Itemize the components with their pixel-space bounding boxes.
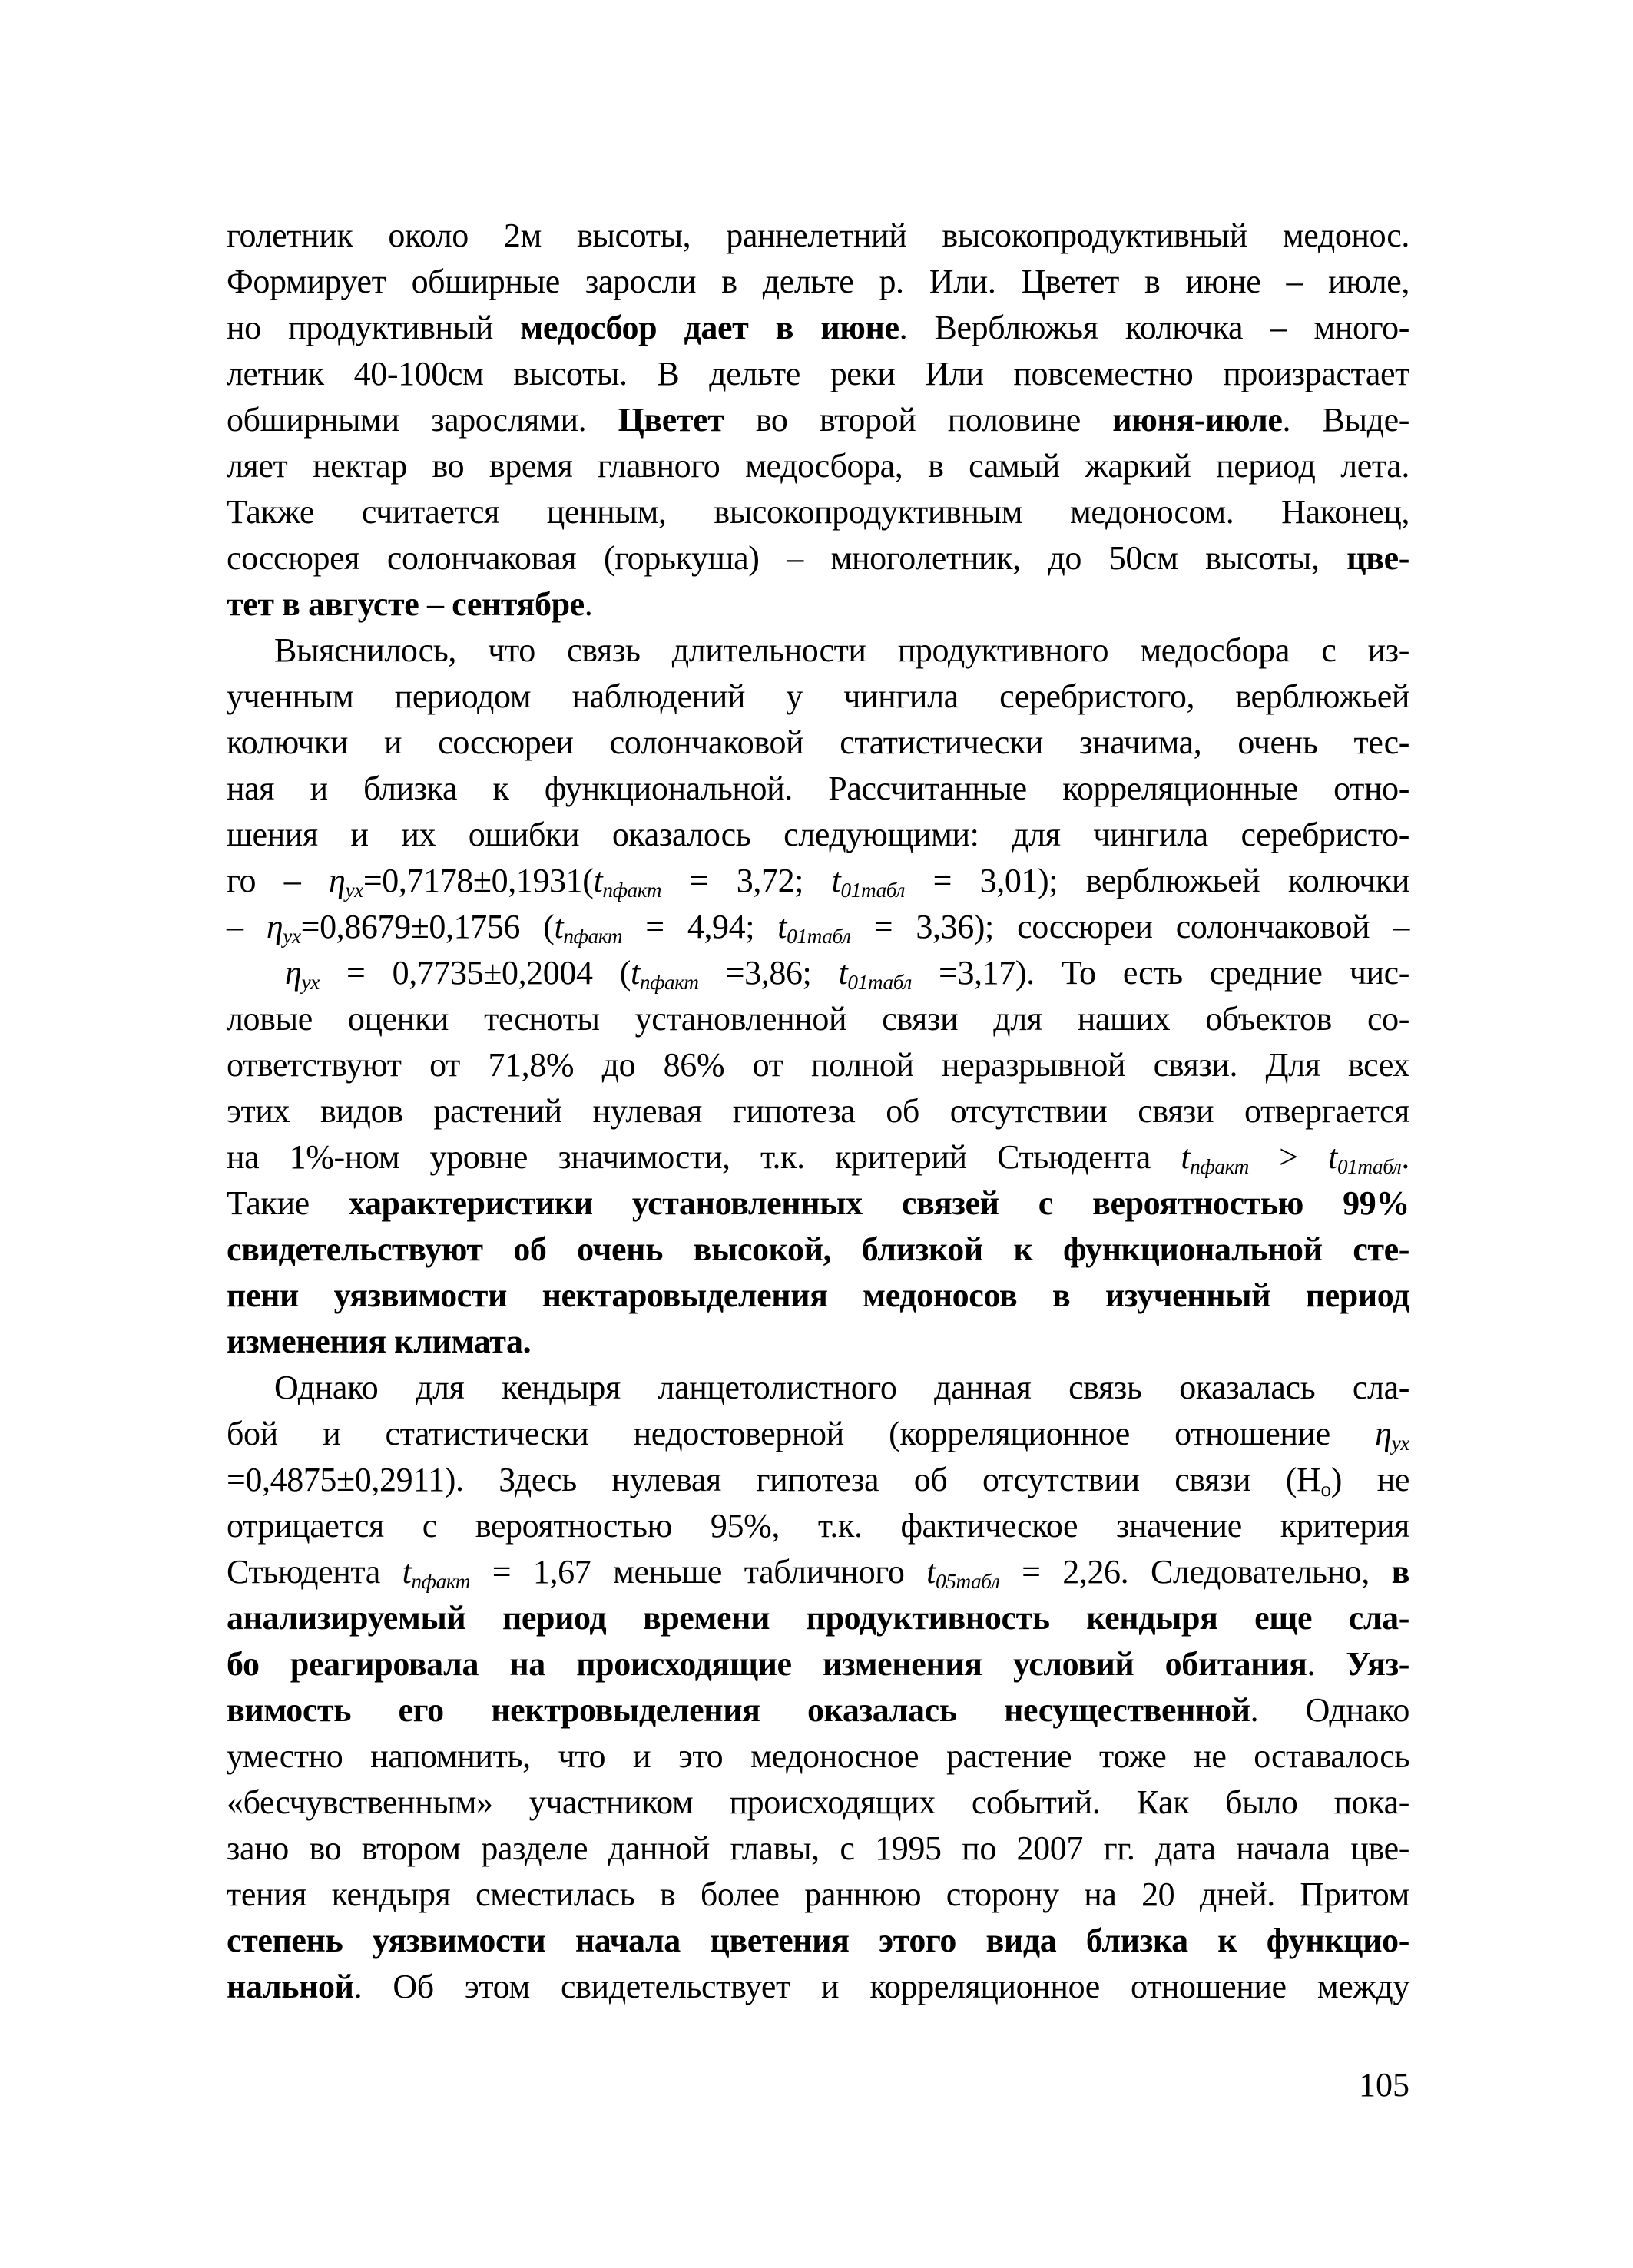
text-run: = 0,7735±0,2004 (: [319, 954, 631, 992]
text-run: пени уязвимости нектаровыделения медоносов в изученный период: [227, 1276, 1409, 1314]
page-number: 105: [1359, 2066, 1409, 2104]
text-run: вимость его нектровыделения оказалась несущественной: [227, 1691, 1250, 1729]
text-run: Выяснилось, что связь длительности продуктивного медосбора с из-: [274, 631, 1409, 669]
text-line: [227, 1088, 1409, 1134]
text-run: .: [1307, 1645, 1346, 1683]
text-line: [227, 1964, 1409, 2010]
text-line: [227, 996, 1409, 1042]
text-run: пфакт: [602, 878, 662, 902]
text-run: медосбор дает в июне: [520, 309, 899, 346]
text-run: ученным периодом наблюдений у чингила серебристого, верблюжьей: [227, 677, 1409, 715]
text-run: ляет нектар во время главного медосбора, в самый жаркий период лета.: [227, 447, 1409, 485]
text-run: но продуктивный: [227, 309, 521, 346]
text-run: ответствуют от 71,8% до 86% от полной неразрывной связи. Для всех: [227, 1046, 1409, 1084]
text-run: степень уязвимости начала цветения этого вида близка к функцио-: [227, 1922, 1409, 1959]
text-run: тения кендыря сместилась в более раннюю сторону на 20 дней. Притом: [227, 1876, 1409, 1913]
text-run: = 3,36); соссюреи солончаковой –: [850, 908, 1409, 945]
paragraph: [227, 213, 1409, 627]
text-run: = 4,94;: [622, 908, 778, 945]
text-run: бо реагировала на происходящие изменения условий обитания: [227, 1645, 1307, 1683]
text-run: yx: [301, 970, 320, 994]
text-run: на 1%-ном уровне значимости, т.к. критерий Стьюдента: [227, 1138, 1181, 1176]
text-run: Стьюдента: [227, 1553, 402, 1591]
text-run: η: [1375, 1415, 1392, 1452]
text-line: [227, 1365, 1409, 1411]
text-line: [227, 720, 1409, 766]
text-run: t: [838, 954, 848, 992]
text-run: t: [631, 954, 640, 992]
text-run: соссюрея солончаковая (горькуша) – многолетник, до 50см высоты,: [227, 539, 1347, 577]
text-line: [227, 1872, 1409, 1918]
text-block: [227, 213, 1409, 2010]
text-line: [227, 305, 1409, 351]
text-run: Также считается ценным, высокопродуктивным медоносом. Наконец,: [227, 493, 1409, 531]
text-line: [227, 1411, 1409, 1457]
text-run: yx: [1391, 1431, 1409, 1455]
text-run: июня-июле: [1112, 401, 1283, 439]
text-run: yx: [283, 924, 301, 948]
text-run: η: [285, 954, 302, 992]
text-line: [227, 489, 1409, 535]
text-line: [227, 1641, 1409, 1687]
text-line: [227, 1319, 1409, 1365]
text-run: изменения климата.: [227, 1323, 532, 1360]
text-run: уместно напомнить, что и это медоносное растение тоже не оставалось: [227, 1737, 1409, 1775]
text-line: [227, 766, 1409, 812]
text-line: [227, 1503, 1409, 1549]
text-line: [227, 1687, 1409, 1733]
text-run: t: [593, 862, 603, 899]
text-line: [227, 1134, 1409, 1180]
text-run: бой и статистически недостоверной (корреляционное отношение: [227, 1415, 1376, 1452]
text-run: голетник около 2м высоты, раннелетний высокопродуктивный медонос.: [227, 217, 1409, 254]
text-run: ) не: [1330, 1461, 1409, 1498]
text-run: =3,86;: [698, 954, 839, 992]
text-line: [227, 1180, 1409, 1227]
text-run: t: [777, 908, 787, 945]
text-run: ловые оценки тесноты установленной связи для наших объектов со-: [227, 1000, 1409, 1038]
text-run: 01табл: [847, 970, 912, 994]
text-run: Уяз-: [1346, 1645, 1410, 1683]
text-line: [227, 535, 1409, 581]
text-line: [227, 904, 1409, 950]
text-run: тет в августе – сентябре: [227, 585, 585, 623]
text-run: анализируемый период времени продуктивность кендыря еще сла-: [227, 1599, 1409, 1637]
text-run: t: [554, 908, 564, 945]
text-run: этих видов растений нулевая гипотеза об отсутствии связи отвергается: [227, 1092, 1409, 1130]
text-line: [227, 858, 1409, 904]
text-line: [227, 259, 1409, 305]
paragraph: [227, 1365, 1409, 2010]
text-run: свидетельствуют об очень высокой, близкой к функциональной сте-: [227, 1230, 1409, 1268]
text-line: [227, 213, 1409, 259]
text-run: =0,7178±0,1931(: [363, 862, 594, 899]
text-line: [227, 1733, 1409, 1780]
text-run: = 3,01); верблюжьей колючки: [904, 862, 1409, 899]
text-run: пфакт: [1190, 1154, 1249, 1178]
text-run: . Однако: [1250, 1691, 1409, 1729]
text-run: ная и близка к функциональной. Рассчитанные корреляционные отно-: [227, 770, 1409, 807]
text-run: t: [1181, 1138, 1191, 1176]
paragraph: [227, 627, 1409, 1365]
text-line: [227, 674, 1409, 720]
text-run: = 2,26. Следовательно,: [999, 1553, 1392, 1591]
text-line: [227, 627, 1409, 674]
text-run: в: [1391, 1553, 1409, 1591]
text-run: t: [926, 1553, 936, 1591]
text-line: [227, 351, 1409, 397]
text-run: го –: [227, 862, 330, 899]
text-line: [227, 1595, 1409, 1641]
text-run: Однако для кендыря ланцетолистного данная связь оказалась сла-: [274, 1369, 1409, 1406]
text-line: [227, 1457, 1409, 1503]
text-run: обширными зарослями.: [227, 401, 618, 439]
text-run: о: [1320, 1477, 1331, 1501]
text-run: .: [584, 585, 593, 623]
text-line: [227, 950, 1409, 996]
text-run: =3,17). То есть средние чис-: [911, 954, 1410, 992]
text-run: =0,4875±0,2911). Здесь нулевая гипотеза об отсутствии связи (Н: [227, 1461, 1321, 1498]
text-line: [227, 1780, 1409, 1826]
text-run: Такие: [227, 1184, 349, 1222]
text-run: t: [831, 862, 841, 899]
text-run: 01табл: [840, 878, 905, 902]
text-run: t: [1328, 1138, 1337, 1176]
text-line: [227, 1227, 1409, 1273]
text-run: колючки и соссюреи солончаковой статистически значима, очень тес-: [227, 723, 1409, 761]
text-line: [227, 1549, 1409, 1595]
text-run: = 3,72;: [661, 862, 832, 899]
text-run: η: [266, 908, 283, 945]
text-run: пфакт: [563, 924, 623, 948]
text-line: [227, 581, 1409, 627]
text-run: yx: [345, 878, 363, 902]
text-line: [227, 812, 1409, 858]
text-line: [227, 1042, 1409, 1088]
text-run: отрицается с вероятностью 95%, т.к. фактическое значение критерия: [227, 1507, 1409, 1545]
text-run: = 1,67 меньше табличного: [470, 1553, 927, 1591]
text-run: шения и их ошибки оказалось следующими: для чингила серебристо-: [227, 816, 1409, 853]
text-run: . Верблюжья колючка – много-: [899, 309, 1410, 346]
text-line: [227, 443, 1409, 489]
text-run: летник 40-100см высоты. В дельте реки Или повсеместно произрастает: [227, 355, 1409, 392]
text-run: 01табл: [1337, 1154, 1402, 1178]
text-line: [227, 1826, 1409, 1872]
text-line: [227, 1918, 1409, 1964]
text-run: пфакт: [639, 970, 699, 994]
text-run: η: [329, 862, 346, 899]
text-run: .: [1401, 1138, 1409, 1176]
text-run: цве-: [1346, 539, 1409, 577]
text-line: [227, 397, 1409, 443]
text-run: «бесчувственным» участником происходящих событий. Как было пока-: [227, 1783, 1409, 1821]
text-run: 05табл: [935, 1569, 1000, 1593]
text-run: Цветет: [618, 401, 724, 439]
text-run: Формирует обширные заросли в дельте р. Или. Цветет в июне – июле,: [227, 263, 1409, 300]
text-run: во второй половине: [724, 401, 1113, 439]
text-run: . Выде-: [1282, 401, 1409, 439]
text-run: 01табл: [787, 924, 851, 948]
text-run: . Об этом свидетельствует и корреляционное отношение между: [353, 1968, 1409, 2005]
text-run: t: [402, 1553, 412, 1591]
text-run: пфакт: [411, 1569, 471, 1593]
text-run: =0,8679±0,1756 (: [300, 908, 555, 945]
text-run: характеристики установленных связей с вероятностью 99%: [348, 1184, 1409, 1222]
text-run: нальной: [227, 1968, 354, 2005]
text-run: зано во втором разделе данной главы, с 1995 по 2007 гг. дата начала цве-: [227, 1829, 1409, 1867]
text-line: [227, 1273, 1409, 1319]
text-run: –: [227, 908, 267, 945]
text-run: >: [1248, 1138, 1329, 1176]
